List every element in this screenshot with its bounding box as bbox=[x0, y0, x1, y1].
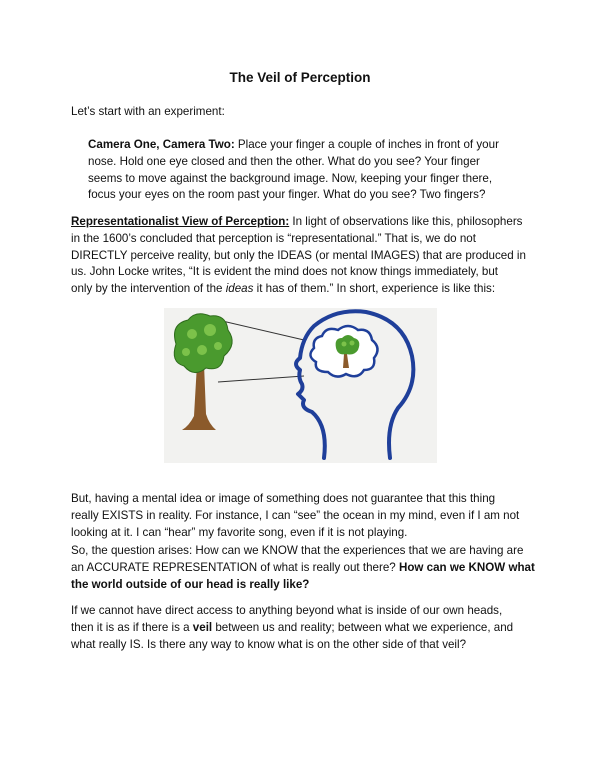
perception-illustration bbox=[164, 308, 437, 463]
intro-text: Let’s start with an experiment: bbox=[71, 105, 225, 118]
ideas-emphasis: ideas bbox=[225, 282, 254, 296]
representational-heading: Representationalist View of Perception: bbox=[71, 215, 290, 228]
experiment-line: seems to move against the background image. Now, keeping your finger there, bbox=[88, 171, 493, 185]
representational-paragraph: Representationalist View of Perception: In light of observations like this, philosophers in the 1600’s concluded that perception is “representational.” That is, we do not DIRECTLY perceive reality, but only the IDEAS (or mental IMAGES) that are produced in us. John Locke writes, “It is evident the mind does not know things immediately, but only by the intervention of the ideas it has of them.” In short, experience is like this: bbox=[71, 215, 526, 296]
page-title: The Veil of Perception bbox=[229, 70, 371, 85]
veil-emphasis: veil bbox=[192, 620, 213, 634]
experiment-line: focus your eyes on the room past your finger. What do you see? Two fingers? bbox=[88, 188, 486, 202]
key-question: the world outside of our head is really like? bbox=[71, 577, 310, 591]
mental-image-paragraph: But, having a mental idea or image of something does not guarantee that this thing really EXISTS in reality. For instance, I can “see” the ocean in my mind, even if I am not looking at it. I can “hear” my favorite song, even if it is not playing. bbox=[71, 492, 520, 539]
key-question: How can we KNOW what bbox=[398, 560, 535, 574]
veil-paragraph: If we cannot have direct access to anything beyond what is inside of our own heads, then it is as if there is a veil between us and reality; between what we experience, and what really IS. Is there any way to know what is on the other side of that veil? bbox=[71, 604, 514, 651]
question-paragraph: So, the question arises: How can we KNOW that the experiences that we are having are an ACCURATE REPRESENTATION of what is really out there? How can we KNOW what the world outside of our head is really like? bbox=[71, 543, 531, 593]
experiment-paragraph bbox=[88, 137, 548, 204]
experiment-heading: Camera One, Camera Two: bbox=[88, 138, 235, 151]
experiment-line: Place your finger a couple of inches in front of your bbox=[234, 138, 499, 151]
experiment-line: nose. Hold one eye closed and then the other. What do you see? Your finger bbox=[88, 154, 480, 168]
